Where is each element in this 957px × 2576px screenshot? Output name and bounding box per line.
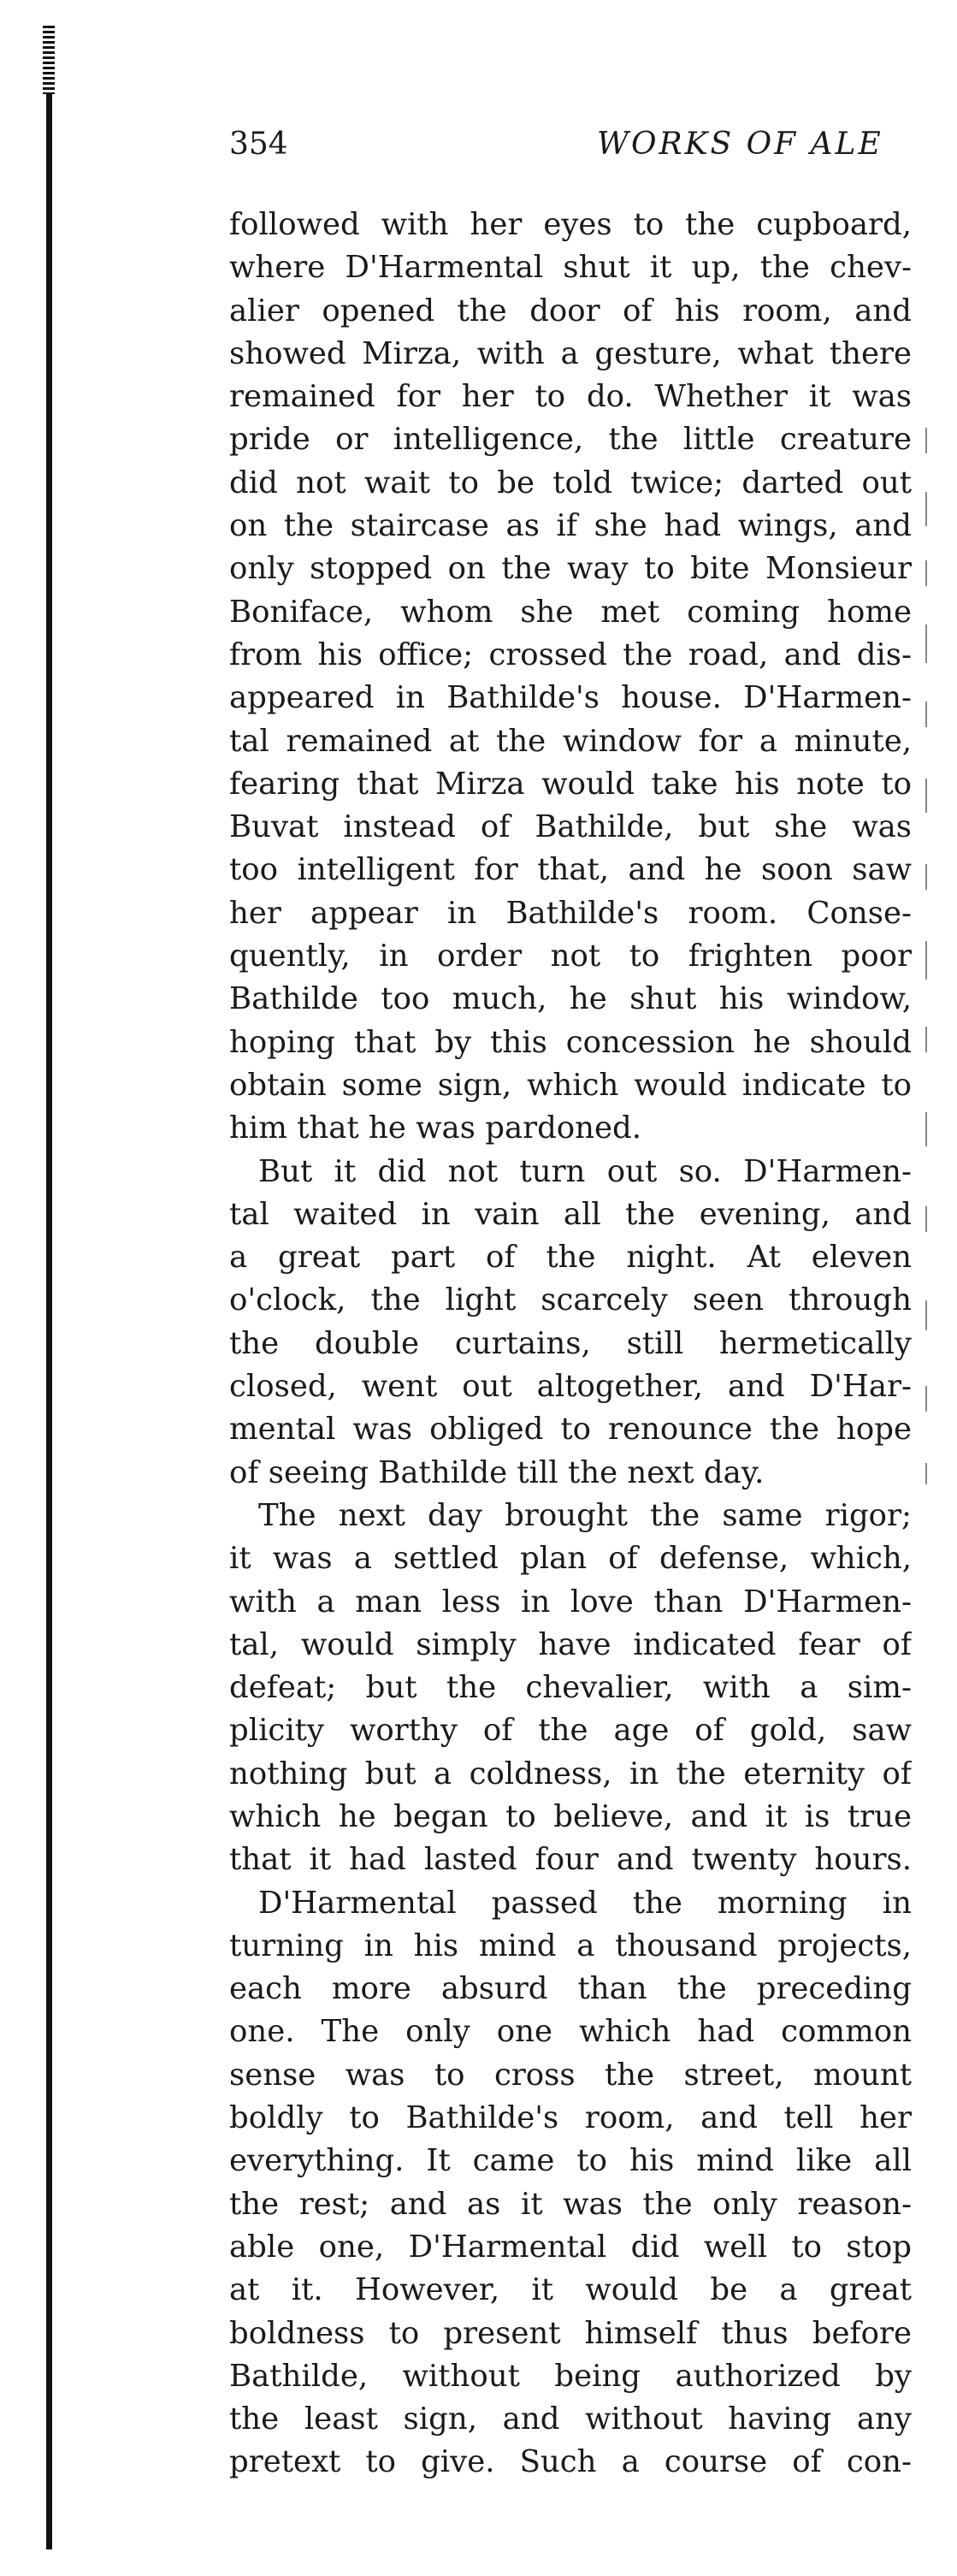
edge-mark (925, 941, 927, 980)
text-line: that it had lasted four and twenty hours. (229, 1842, 912, 1878)
edge-mark (925, 1463, 927, 1484)
text-line: Bathilde, without being authorized by (229, 2358, 912, 2394)
text-line: followed with her eyes to the cupboard, (229, 207, 912, 242)
text-line: But it did not turn out so. D'Harmen- (258, 1153, 912, 1189)
text-line: at it. However, it would be a great (229, 2272, 912, 2308)
text-line: Buvat instead of Bathilde, but she was (229, 809, 912, 845)
text-line: nothing but a coldness, in the eternity of (229, 1756, 912, 1791)
text-line: it was a settled plan of defense, which, (229, 1541, 912, 1577)
text-line: able one, D'Harmental did well to stop (229, 2229, 912, 2265)
text-line: appeared in Bathilde's house. D'Harmen- (229, 680, 912, 716)
text-line: pretext to give. Such a course of con- (229, 2444, 912, 2480)
edge-mark (925, 560, 927, 586)
text-line: alier opened the door of his room, and (229, 293, 912, 329)
edge-mark (925, 779, 927, 813)
text-line: of seeing Bathilde till the next day. (229, 1454, 765, 1490)
text-line: one. The only one which had common (229, 2014, 912, 2050)
text-line: him that he was pardoned. (229, 1110, 642, 1146)
text-line: pride or intelligence, the little creature (229, 422, 912, 458)
text-line: o'clock, the light scarcely seen through (229, 1282, 912, 1318)
text-line: plicity worthy of the age of gold, saw (229, 1713, 912, 1749)
edge-mark (925, 428, 927, 453)
text-line: everything. It came to his mind like all (229, 2143, 912, 2179)
text-line: remained for her to do. Whether it was (229, 379, 912, 415)
text-line: the least sign, and without having any (229, 2401, 912, 2437)
text-line: a great part of the night. At eleven (229, 1240, 912, 1276)
text-line: tal waited in vain all the evening, and (229, 1196, 912, 1232)
edge-mark (925, 1027, 927, 1052)
running-title: WORKS OF ALE (597, 127, 883, 162)
text-line: closed, went out altogether, and D'Har- (229, 1369, 912, 1405)
text-line: Bathilde too much, he shut his window, (229, 981, 912, 1017)
text-line: defeat; but the chevalier, with a sim- (229, 1670, 912, 1706)
text-line: with a man less in love than D'Harmen- (229, 1584, 912, 1620)
text-line: from his office; crossed the road, and dis- (229, 637, 912, 672)
text-line: The next day brought the same rigor; (258, 1497, 912, 1533)
text-line: quently, in order not to frighten poor (229, 939, 912, 974)
binding-marks (43, 26, 55, 94)
text-line: each more absurd than the preceding (229, 1971, 912, 2007)
text-line: hoping that by this concession he should (229, 1024, 912, 1060)
text-line: her appear in Bathilde's room. Conse- (229, 895, 912, 931)
edge-mark (925, 702, 927, 727)
text-line: tal, would simply have indicated fear of (229, 1626, 912, 1662)
text-line: turning in his mind a thousand projects, (229, 1928, 912, 1963)
running-head (229, 127, 957, 169)
text-line: did not wait to be told twice; darted out (229, 465, 912, 500)
body-text (229, 204, 912, 2484)
text-line: where D'Harmental shut it up, the chev- (229, 250, 912, 286)
text-line: fearing that Mirza would take his note to (229, 766, 912, 802)
text-line: mental was obliged to renounce the hope (229, 1412, 912, 1448)
text-line: obtain some sign, which would indicate to (229, 1067, 912, 1103)
page-number: 354 (229, 127, 288, 162)
edge-mark (925, 492, 927, 526)
text-line: too intelligent for that, and he soon saw (229, 852, 912, 888)
text-line: boldly to Bathilde's room, and tell her (229, 2100, 912, 2136)
text-line: boldness to present himself thus before (229, 2315, 912, 2351)
edge-mark (925, 1112, 927, 1146)
edge-mark (925, 1206, 927, 1232)
book-spine-edge (46, 26, 52, 2549)
text-line: tal remained at the window for a minute, (229, 723, 912, 759)
text-line: Boniface, whom she met coming home (229, 594, 912, 630)
text-line: showed Mirza, with a gesture, what there (229, 335, 912, 371)
text-line: only stopped on the way to bite Monsieur (229, 551, 912, 587)
text-line: the double curtains, still hermetically (229, 1325, 912, 1361)
edge-mark (925, 1386, 927, 1412)
text-line: which he began to believe, and it is true (229, 1798, 912, 1834)
edge-mark (925, 625, 927, 663)
text-line: the rest; and as it was the only reason- (229, 2186, 912, 2222)
page-edge-marks (925, 411, 930, 1523)
text-line: sense was to cross the street, mount (229, 2057, 912, 2093)
edge-mark (925, 864, 927, 890)
edge-mark (925, 1300, 927, 1330)
text-line: D'Harmental passed the morning in (258, 1885, 912, 1921)
text-line: on the staircase as if she had wings, and (229, 508, 912, 544)
